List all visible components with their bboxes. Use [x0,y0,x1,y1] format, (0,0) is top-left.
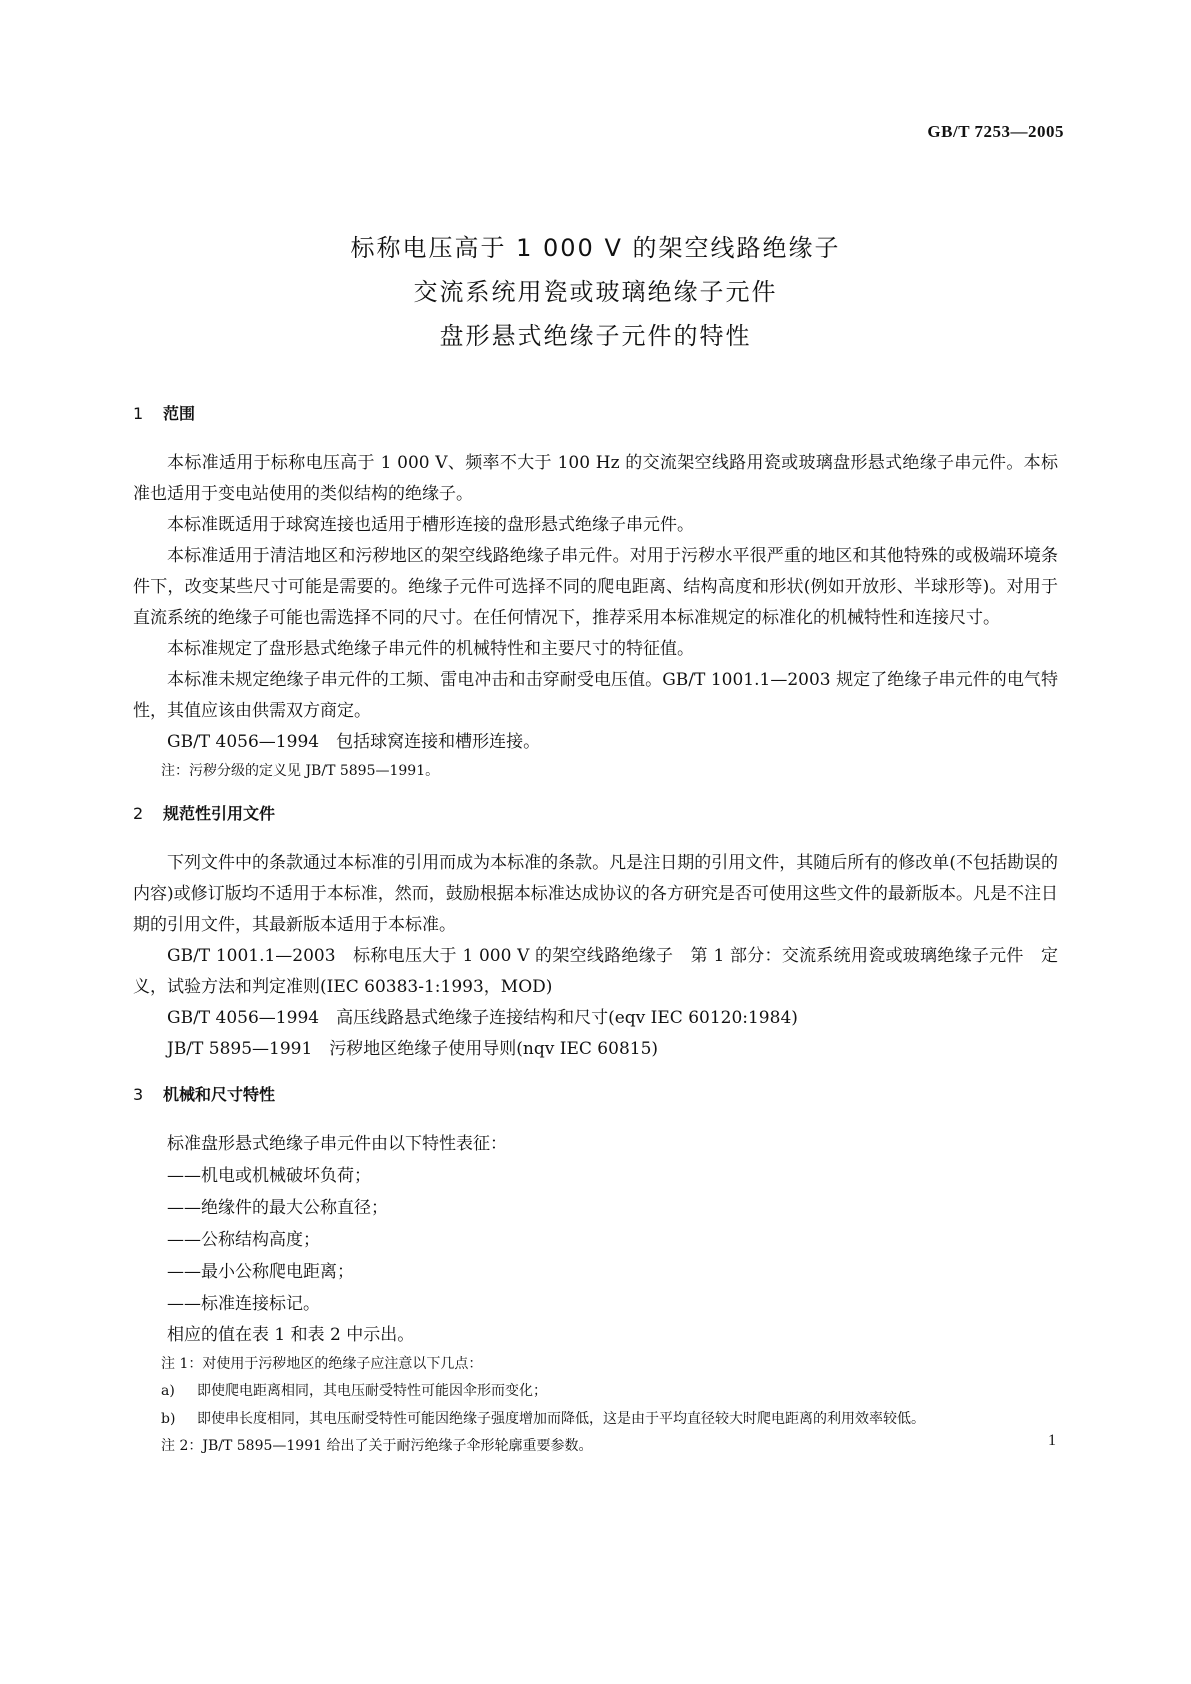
paragraph: GB/T 4056—1994 包括球窝连接和槽形连接。 [167,732,541,752]
section-number: 1 [133,404,144,423]
document-body [133,402,1058,1459]
list-item: ——绝缘件的最大公称直径； [167,1198,388,1218]
paragraph: 下列文件中的条款通过本标准的引用而成为本标准的条款。凡是注日期的引用文件，其随后所有的修改单(不包括勘误的内容)或修订版均不适用于本标准，然而，鼓励根据本标准达成协议的各方研究是否可使用这些文件的最新版本。凡是不注日期的引用文件，其最新版本适用于本标准。 [133,853,1058,935]
reference-item: GB/T 1001.1—2003 标称电压大于 1 000 V 的架空线路绝缘子 第 1 部分：交流系统用瓷或玻璃绝缘子元件 定义，试验方法和判定准则(IEC 60383-1:1993，MOD) [133,946,1058,997]
section-title: 范围 [163,404,196,423]
page-number: 1 [1048,1432,1056,1449]
list-item: ——公称结构高度； [167,1230,320,1250]
note-item-marker: a) [161,1383,175,1399]
reference-item: JB/T 5895—1991 污秽地区绝缘子使用导则(nqv IEC 60815) [167,1039,659,1059]
note-item-text: 即使爬电距离相同，其电压耐受特性可能因伞形而变化； [197,1383,547,1399]
note-item-marker: b) [161,1411,176,1427]
section-1-heading [133,402,1058,426]
list-item: ——机电或机械破坏负荷； [167,1166,371,1186]
section-number: 3 [133,1085,144,1104]
title-line-2: 交流系统用瓷或玻璃绝缘子元件 [413,278,778,306]
section-2-heading [133,802,1058,826]
list-item: ——最小公称爬电距离； [167,1262,354,1282]
paragraph: 本标准未规定绝缘子串元件的工频、雷电冲击和击穿耐受电压值。GB/T 1001.1—2003 规定了绝缘子串元件的电气特性，其值应该由供需双方商定。 [133,670,1058,721]
paragraph: 本标准适用于清洁地区和污秽地区的架空线路绝缘子串元件。对用于污秽水平很严重的地区和其他特殊的或极端环境条件下，改变某些尺寸可能是需要的。绝缘子元件可选择不同的爬电距离、结构高度和形状(例如开放形、半球形等)。对用于直流系统的绝缘子可能也需选择不同的尺寸。在任何情况下，推荐采用本标准规定的标准化的机械特性和连接尺寸。 [133,546,1058,628]
paragraph: 本标准规定了盘形悬式绝缘子串元件的机械特性和主要尺寸的特征值。 [167,639,694,659]
section-title: 规范性引用文件 [163,804,276,823]
title-line-3: 盘形悬式绝缘子元件的特性 [439,322,752,350]
reference-item: GB/T 4056—1994 高压线路悬式绝缘子连接结构和尺寸(eqv IEC 60120:1984) [167,1008,798,1028]
document-title [0,226,1191,358]
paragraph: 本标准既适用于球窝连接也适用于槽形连接的盘形悬式绝缘子串元件。 [167,515,694,535]
note-1: 注 1：对使用于污秽地区的绝缘子应注意以下几点： [161,1356,483,1372]
note-item-a [161,1377,1058,1405]
section-number: 2 [133,804,144,823]
section-title: 机械和尺寸特性 [163,1085,276,1104]
note: 注：污秽分级的定义见 JB/T 5895—1991。 [161,763,440,779]
paragraph: 本标准适用于标称电压高于 1 000 V、频率不大于 100 Hz 的交流架空线路用瓷或玻璃盘形悬式绝缘子串元件。本标准也适用于变电站使用的类似结构的绝缘子。 [133,453,1058,504]
standard-code: GB/T 7253—2005 [927,122,1064,141]
section-3-heading [133,1083,1058,1107]
note-2: 注 2：JB/T 5895—1991 给出了关于耐污绝缘子伞形轮廓重要参数。 [161,1438,593,1454]
list-item: ——标准连接标记。 [167,1294,320,1314]
note-item-b [161,1405,1058,1433]
note-item-text: 即使串长度相同，其电压耐受特性可能因绝缘子强度增加而降低，这是由于平均直径较大时爬电距离的利用效率较低。 [197,1411,925,1427]
paragraph: 相应的值在表 1 和表 2 中示出。 [167,1325,415,1345]
paragraph: 标准盘形悬式绝缘子串元件由以下特性表征： [167,1134,507,1154]
title-line-1: 标称电压高于 1 000 V 的架空线路绝缘子 [350,234,841,262]
